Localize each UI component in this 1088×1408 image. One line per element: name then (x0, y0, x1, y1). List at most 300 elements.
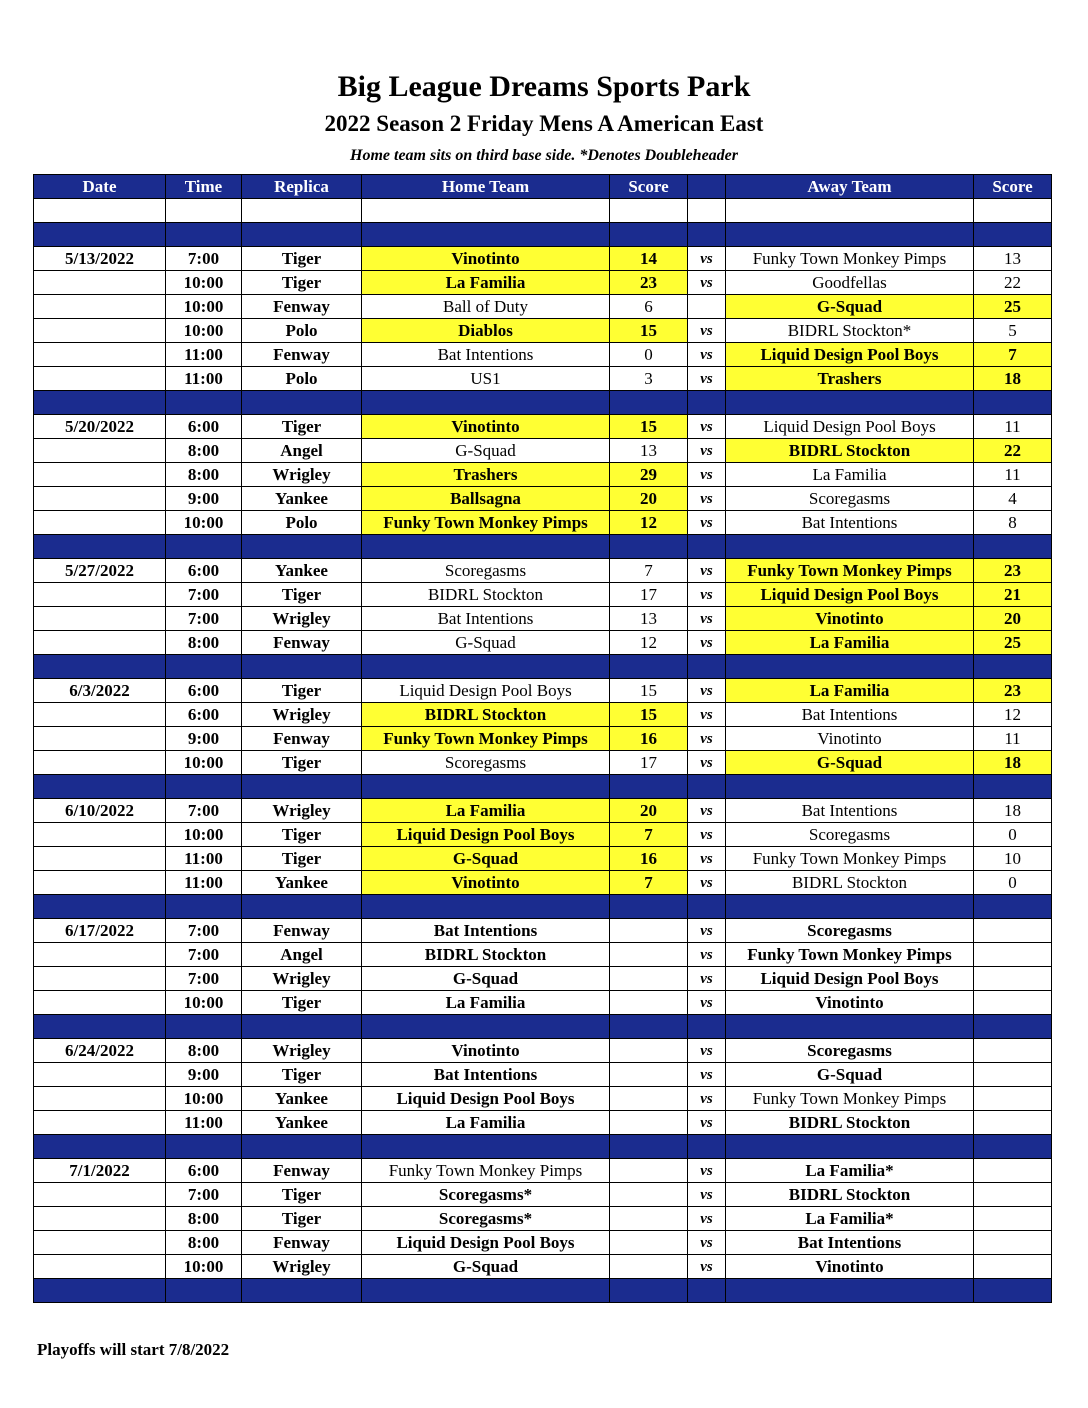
empty-cell (688, 1015, 726, 1039)
time-cell: 7:00 (166, 943, 242, 967)
home-score-cell: 12 (610, 631, 688, 655)
table-row (34, 463, 1052, 487)
vs-cell: vs (688, 871, 726, 895)
away-team-cell: Bat Intentions (726, 1231, 974, 1255)
away-score-cell: 8 (974, 511, 1052, 535)
away-team-cell: La Familia* (726, 1159, 974, 1183)
date-cell (34, 487, 166, 511)
replica-cell: Wrigley (242, 703, 362, 727)
empty-cell (362, 199, 610, 223)
empty-cell (688, 391, 726, 415)
separator-row (34, 1015, 1052, 1039)
replica-cell: Tiger (242, 415, 362, 439)
away-score-cell: 7 (974, 343, 1052, 367)
empty-cell (974, 391, 1052, 415)
date-cell (34, 343, 166, 367)
home-team-cell: BIDRL Stockton (362, 943, 610, 967)
empty-cell (688, 655, 726, 679)
empty-cell (166, 1135, 242, 1159)
replica-cell: Wrigley (242, 967, 362, 991)
home-score-cell (610, 1087, 688, 1111)
home-score-cell (610, 1207, 688, 1231)
table-row (34, 343, 1052, 367)
separator-row (34, 1279, 1052, 1303)
empty-cell (362, 775, 610, 799)
home-score-cell: 16 (610, 847, 688, 871)
blank-row (34, 199, 1052, 223)
table-row (34, 823, 1052, 847)
empty-cell (242, 391, 362, 415)
empty-cell (166, 535, 242, 559)
home-score-cell: 15 (610, 319, 688, 343)
away-score-cell: 22 (974, 439, 1052, 463)
date-cell (34, 511, 166, 535)
empty-cell (688, 1279, 726, 1303)
away-score-cell (974, 1183, 1052, 1207)
empty-cell (362, 223, 610, 247)
home-team-cell: Vinotinto (362, 871, 610, 895)
empty-cell (974, 1135, 1052, 1159)
table-row (34, 727, 1052, 751)
col-vs (688, 175, 726, 199)
home-score-cell: 7 (610, 559, 688, 583)
table-row (34, 799, 1052, 823)
time-cell: 8:00 (166, 1039, 242, 1063)
empty-cell (726, 535, 974, 559)
table-row (34, 1039, 1052, 1063)
vs-cell: vs (688, 751, 726, 775)
vs-cell: vs (688, 511, 726, 535)
empty-cell (362, 1279, 610, 1303)
empty-cell (688, 895, 726, 919)
replica-cell: Polo (242, 367, 362, 391)
away-team-cell: Funky Town Monkey Pimps (726, 847, 974, 871)
replica-cell: Wrigley (242, 607, 362, 631)
away-score-cell: 20 (974, 607, 1052, 631)
away-team-cell: Funky Town Monkey Pimps (726, 247, 974, 271)
date-cell: 7/1/2022 (34, 1159, 166, 1183)
col-replica: Replica (242, 175, 362, 199)
separator-row (34, 1135, 1052, 1159)
date-cell (34, 1087, 166, 1111)
empty-cell (362, 535, 610, 559)
table-row (34, 943, 1052, 967)
replica-cell: Yankee (242, 871, 362, 895)
replica-cell: Tiger (242, 679, 362, 703)
away-score-cell: 21 (974, 583, 1052, 607)
empty-cell (974, 1279, 1052, 1303)
date-cell (34, 319, 166, 343)
time-cell: 7:00 (166, 967, 242, 991)
vs-cell: vs (688, 823, 726, 847)
vs-cell: vs (688, 463, 726, 487)
empty-cell (610, 391, 688, 415)
home-team-cell: Ballsagna (362, 487, 610, 511)
empty-cell (726, 655, 974, 679)
col-time: Time (166, 175, 242, 199)
empty-cell (726, 391, 974, 415)
home-score-cell: 14 (610, 247, 688, 271)
vs-cell: vs (688, 943, 726, 967)
schedule-note: Home team sits on third base side. *Denotes Doubleheader (350, 147, 738, 164)
away-score-cell: 5 (974, 319, 1052, 343)
empty-cell (362, 655, 610, 679)
date-cell: 6/10/2022 (34, 799, 166, 823)
home-team-cell: La Familia (362, 271, 610, 295)
empty-cell (726, 895, 974, 919)
time-cell: 10:00 (166, 823, 242, 847)
replica-cell: Fenway (242, 919, 362, 943)
separator-row (34, 535, 1052, 559)
table-row (34, 1159, 1052, 1183)
table-row (34, 1207, 1052, 1231)
time-cell: 11:00 (166, 847, 242, 871)
home-team-cell: Funky Town Monkey Pimps (362, 1159, 610, 1183)
vs-cell: vs (688, 703, 726, 727)
away-score-cell: 23 (974, 559, 1052, 583)
away-team-cell: Vinotinto (726, 991, 974, 1015)
empty-cell (34, 199, 166, 223)
time-cell: 10:00 (166, 1087, 242, 1111)
empty-cell (688, 199, 726, 223)
date-cell (34, 1231, 166, 1255)
empty-cell (242, 1135, 362, 1159)
empty-cell (34, 655, 166, 679)
empty-cell (974, 1015, 1052, 1039)
date-cell (34, 1111, 166, 1135)
vs-cell: vs (688, 487, 726, 511)
time-cell: 10:00 (166, 991, 242, 1015)
separator-row (34, 223, 1052, 247)
vs-cell: vs (688, 247, 726, 271)
date-cell (34, 1207, 166, 1231)
empty-cell (688, 775, 726, 799)
away-team-cell: G-Squad (726, 751, 974, 775)
home-team-cell: La Familia (362, 799, 610, 823)
replica-cell: Wrigley (242, 1039, 362, 1063)
away-team-cell: BIDRL Stockton (726, 1111, 974, 1135)
time-cell: 11:00 (166, 367, 242, 391)
page-subtitle: 2022 Season 2 Friday Mens A American East (324, 111, 764, 136)
away-score-cell (974, 991, 1052, 1015)
home-score-cell: 7 (610, 823, 688, 847)
home-score-cell (610, 943, 688, 967)
time-cell: 9:00 (166, 1063, 242, 1087)
time-cell: 7:00 (166, 607, 242, 631)
empty-cell (34, 1135, 166, 1159)
table-row (34, 319, 1052, 343)
replica-cell: Fenway (242, 727, 362, 751)
empty-cell (610, 1135, 688, 1159)
date-cell (34, 463, 166, 487)
date-cell (34, 727, 166, 751)
away-score-cell (974, 1111, 1052, 1135)
away-score-cell: 18 (974, 751, 1052, 775)
time-cell: 10:00 (166, 271, 242, 295)
date-cell: 5/20/2022 (34, 415, 166, 439)
away-score-cell (974, 919, 1052, 943)
empty-cell (726, 1279, 974, 1303)
away-team-cell: BIDRL Stockton (726, 439, 974, 463)
empty-cell (610, 895, 688, 919)
vs-cell: vs (688, 1231, 726, 1255)
time-cell: 6:00 (166, 559, 242, 583)
date-cell (34, 1255, 166, 1279)
away-score-cell: 4 (974, 487, 1052, 511)
empty-cell (166, 895, 242, 919)
home-team-cell: Vinotinto (362, 1039, 610, 1063)
empty-cell (688, 1135, 726, 1159)
empty-cell (726, 1015, 974, 1039)
table-row (34, 415, 1052, 439)
empty-cell (166, 1279, 242, 1303)
table-row (34, 679, 1052, 703)
empty-cell (166, 655, 242, 679)
home-score-cell: 20 (610, 799, 688, 823)
away-team-cell: Vinotinto (726, 727, 974, 751)
away-team-cell: Funky Town Monkey Pimps (726, 559, 974, 583)
replica-cell: Tiger (242, 1207, 362, 1231)
time-cell: 7:00 (166, 247, 242, 271)
date-cell: 6/24/2022 (34, 1039, 166, 1063)
date-cell (34, 847, 166, 871)
empty-cell (34, 391, 166, 415)
col-away-team: Away Team (726, 175, 974, 199)
time-cell: 6:00 (166, 679, 242, 703)
date-cell: 6/17/2022 (34, 919, 166, 943)
home-team-cell: Bat Intentions (362, 343, 610, 367)
page-title: Big League Dreams Sports Park (337, 70, 751, 103)
table-row (34, 919, 1052, 943)
away-score-cell: 18 (974, 367, 1052, 391)
table-row (34, 1111, 1052, 1135)
home-team-cell: BIDRL Stockton (362, 703, 610, 727)
home-score-cell: 3 (610, 367, 688, 391)
table-row (34, 1183, 1052, 1207)
home-score-cell: 17 (610, 751, 688, 775)
home-team-cell: La Familia (362, 1111, 610, 1135)
separator-row (34, 895, 1052, 919)
date-cell (34, 991, 166, 1015)
empty-cell (726, 775, 974, 799)
date-cell (34, 871, 166, 895)
home-team-cell: Liquid Design Pool Boys (362, 823, 610, 847)
table-header-row (34, 175, 1052, 199)
away-score-cell: 13 (974, 247, 1052, 271)
away-team-cell: Bat Intentions (726, 703, 974, 727)
away-team-cell: Liquid Design Pool Boys (726, 583, 974, 607)
replica-cell: Fenway (242, 1231, 362, 1255)
separator-row (34, 391, 1052, 415)
away-team-cell: Vinotinto (726, 1255, 974, 1279)
away-team-cell: BIDRL Stockton (726, 871, 974, 895)
home-score-cell: 15 (610, 703, 688, 727)
table-row (34, 1063, 1052, 1087)
away-score-cell: 18 (974, 799, 1052, 823)
home-team-cell: Liquid Design Pool Boys (362, 679, 610, 703)
empty-cell (610, 223, 688, 247)
time-cell: 8:00 (166, 463, 242, 487)
replica-cell: Angel (242, 943, 362, 967)
time-cell: 7:00 (166, 919, 242, 943)
away-score-cell: 11 (974, 463, 1052, 487)
empty-cell (688, 535, 726, 559)
empty-cell (726, 223, 974, 247)
away-score-cell (974, 943, 1052, 967)
time-cell: 9:00 (166, 727, 242, 751)
home-score-cell: 23 (610, 271, 688, 295)
table-row (34, 1231, 1052, 1255)
table-row (34, 871, 1052, 895)
replica-cell: Tiger (242, 247, 362, 271)
away-team-cell: Liquid Design Pool Boys (726, 967, 974, 991)
date-cell (34, 823, 166, 847)
away-score-cell: 11 (974, 415, 1052, 439)
empty-cell (688, 223, 726, 247)
separator-row (34, 655, 1052, 679)
home-score-cell (610, 1231, 688, 1255)
table-row (34, 511, 1052, 535)
away-score-cell: 10 (974, 847, 1052, 871)
home-team-cell: Vinotinto (362, 247, 610, 271)
date-cell (34, 439, 166, 463)
away-team-cell: La Familia* (726, 1207, 974, 1231)
away-team-cell: La Familia (726, 679, 974, 703)
date-cell (34, 703, 166, 727)
away-score-cell (974, 1231, 1052, 1255)
home-team-cell: Scoregasms (362, 751, 610, 775)
home-team-cell: G-Squad (362, 847, 610, 871)
empty-cell (166, 223, 242, 247)
empty-cell (242, 895, 362, 919)
schedule-table (33, 174, 1052, 1303)
empty-cell (242, 535, 362, 559)
replica-cell: Angel (242, 439, 362, 463)
home-score-cell: 15 (610, 415, 688, 439)
table-row (34, 703, 1052, 727)
home-team-cell: G-Squad (362, 967, 610, 991)
table-row (34, 847, 1052, 871)
away-team-cell: BIDRL Stockton (726, 1183, 974, 1207)
home-team-cell: Bat Intentions (362, 607, 610, 631)
vs-cell: vs (688, 1111, 726, 1135)
vs-cell: vs (688, 607, 726, 631)
table-row (34, 271, 1052, 295)
time-cell: 8:00 (166, 439, 242, 463)
table-row (34, 439, 1052, 463)
empty-cell (974, 535, 1052, 559)
table-row (34, 751, 1052, 775)
time-cell: 11:00 (166, 871, 242, 895)
empty-cell (362, 895, 610, 919)
replica-cell: Yankee (242, 1087, 362, 1111)
col-home-score: Score (610, 175, 688, 199)
time-cell: 9:00 (166, 487, 242, 511)
replica-cell: Yankee (242, 1111, 362, 1135)
away-team-cell: Scoregasms (726, 919, 974, 943)
table-row (34, 247, 1052, 271)
away-score-cell (974, 1207, 1052, 1231)
empty-cell (34, 535, 166, 559)
home-team-cell: G-Squad (362, 1255, 610, 1279)
vs-cell: vs (688, 415, 726, 439)
time-cell: 10:00 (166, 1255, 242, 1279)
home-score-cell: 17 (610, 583, 688, 607)
home-team-cell: Diablos (362, 319, 610, 343)
date-cell (34, 583, 166, 607)
home-team-cell: Ball of Duty (362, 295, 610, 319)
time-cell: 10:00 (166, 751, 242, 775)
vs-cell: vs (688, 1039, 726, 1063)
away-score-cell (974, 1159, 1052, 1183)
replica-cell: Polo (242, 511, 362, 535)
replica-cell: Yankee (242, 559, 362, 583)
away-team-cell: Bat Intentions (726, 799, 974, 823)
replica-cell: Tiger (242, 583, 362, 607)
empty-cell (362, 1015, 610, 1039)
away-team-cell: Goodfellas (726, 271, 974, 295)
replica-cell: Wrigley (242, 1255, 362, 1279)
home-score-cell: 16 (610, 727, 688, 751)
away-score-cell: 23 (974, 679, 1052, 703)
home-score-cell (610, 1039, 688, 1063)
away-team-cell: Liquid Design Pool Boys (726, 343, 974, 367)
away-team-cell: Liquid Design Pool Boys (726, 415, 974, 439)
date-cell: 5/13/2022 (34, 247, 166, 271)
away-score-cell: 25 (974, 295, 1052, 319)
away-score-cell: 12 (974, 703, 1052, 727)
home-team-cell: G-Squad (362, 439, 610, 463)
replica-cell: Polo (242, 319, 362, 343)
replica-cell: Tiger (242, 1063, 362, 1087)
home-score-cell (610, 1255, 688, 1279)
vs-cell: vs (688, 799, 726, 823)
vs-cell (688, 295, 726, 319)
away-score-cell (974, 1255, 1052, 1279)
away-score-cell: 22 (974, 271, 1052, 295)
date-cell: 6/3/2022 (34, 679, 166, 703)
empty-cell (166, 775, 242, 799)
vs-cell: vs (688, 679, 726, 703)
away-score-cell: 25 (974, 631, 1052, 655)
home-team-cell: Vinotinto (362, 415, 610, 439)
home-team-cell: Funky Town Monkey Pimps (362, 727, 610, 751)
home-team-cell: BIDRL Stockton (362, 583, 610, 607)
playoffs-note: Playoffs will start 7/8/2022 (37, 1340, 230, 1359)
empty-cell (242, 1279, 362, 1303)
away-team-cell: La Familia (726, 631, 974, 655)
home-score-cell (610, 919, 688, 943)
time-cell: 6:00 (166, 1159, 242, 1183)
home-team-cell: Bat Intentions (362, 919, 610, 943)
time-cell: 6:00 (166, 703, 242, 727)
home-team-cell: US1 (362, 367, 610, 391)
vs-cell: vs (688, 631, 726, 655)
home-team-cell: La Familia (362, 991, 610, 1015)
empty-cell (726, 199, 974, 223)
empty-cell (166, 199, 242, 223)
replica-cell: Wrigley (242, 799, 362, 823)
empty-cell (242, 223, 362, 247)
away-team-cell: Trashers (726, 367, 974, 391)
home-team-cell: G-Squad (362, 631, 610, 655)
vs-cell: vs (688, 919, 726, 943)
replica-cell: Tiger (242, 271, 362, 295)
vs-cell: vs (688, 1207, 726, 1231)
time-cell: 7:00 (166, 799, 242, 823)
vs-cell: vs (688, 319, 726, 343)
away-score-cell (974, 967, 1052, 991)
